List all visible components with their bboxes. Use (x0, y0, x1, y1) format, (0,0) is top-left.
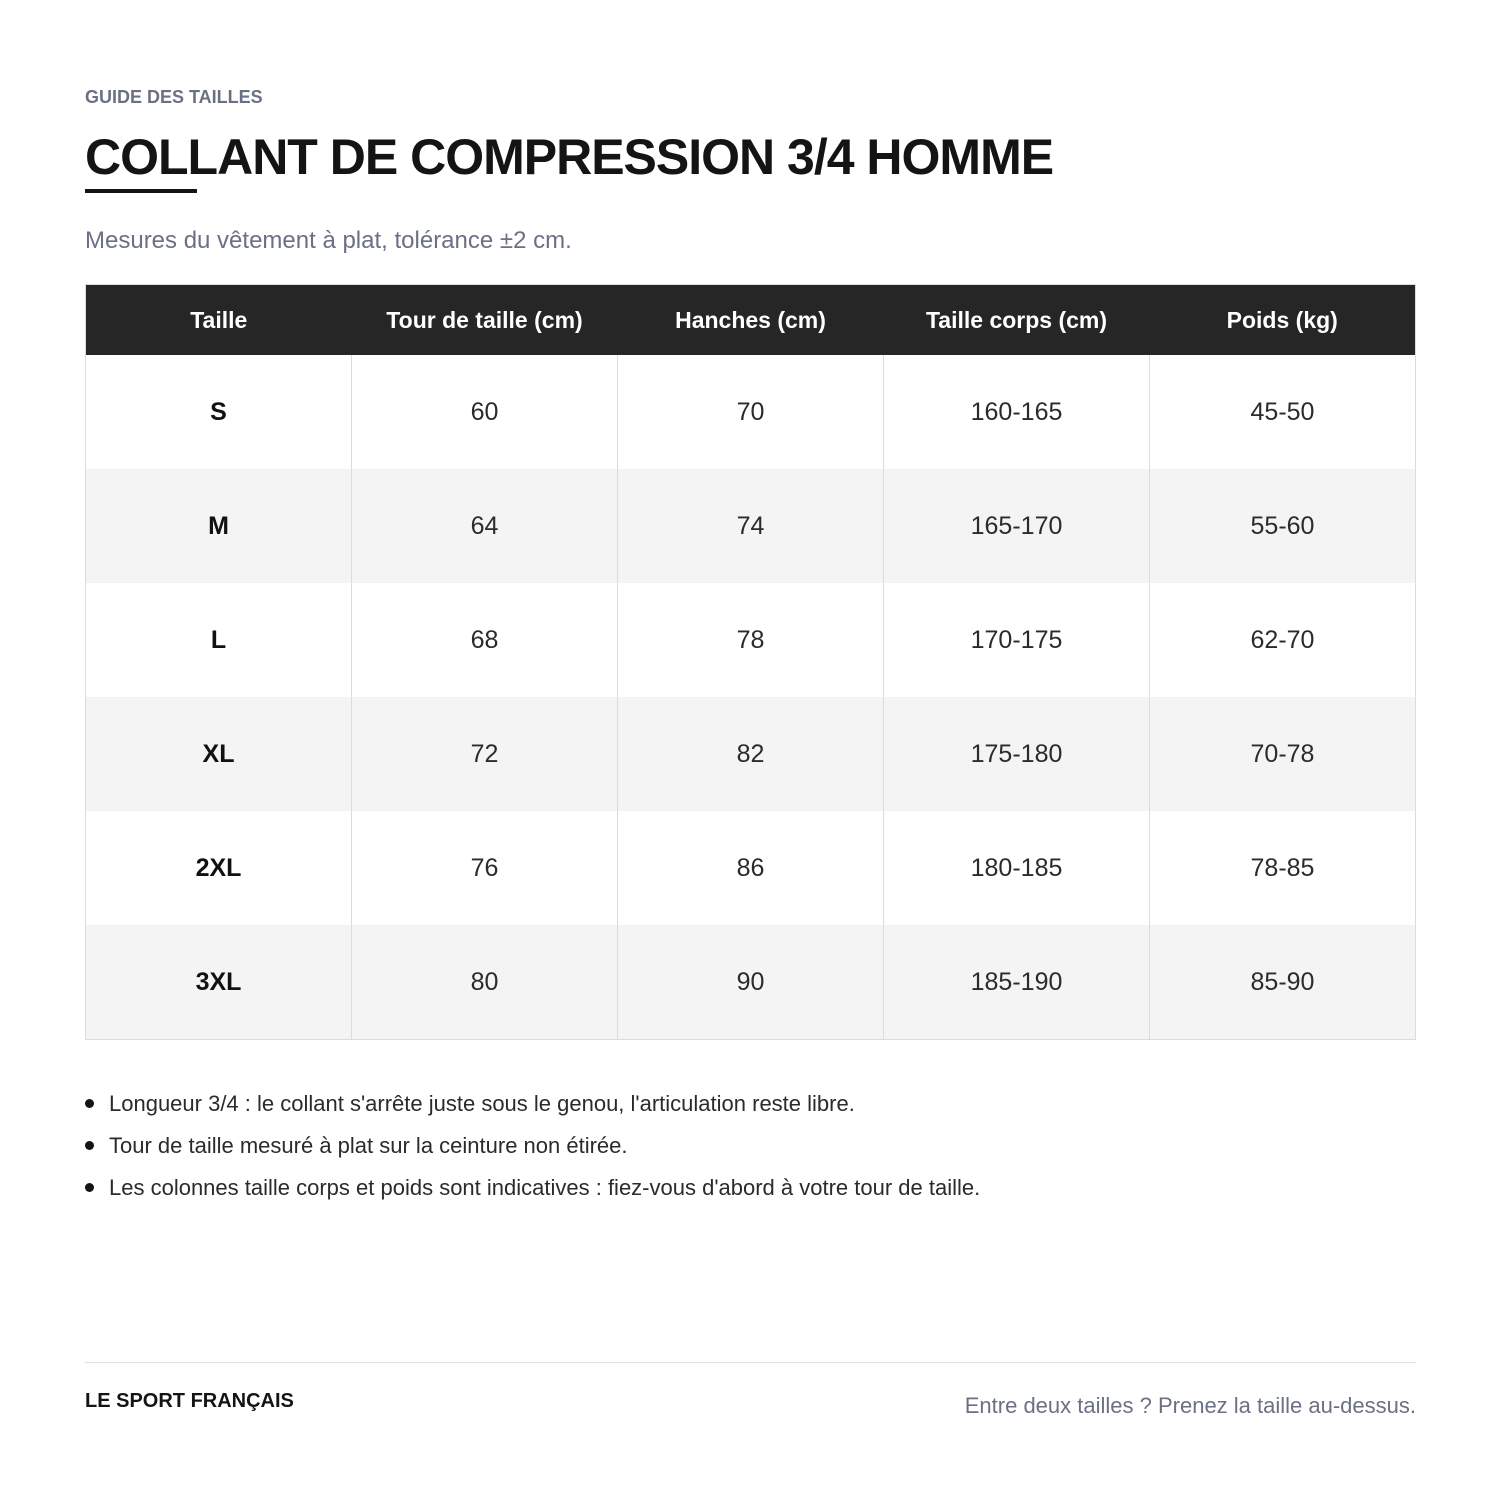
cell-waist: 68 (352, 583, 618, 697)
brand-name: LE SPORT FRANÇAIS (85, 1390, 294, 1412)
note-text: Tour de taille mesuré à plat sur la ceinture non étirée. (109, 1133, 628, 1158)
page-subtitle: Mesures du vêtement à plat, tolérance ±2 cm. (85, 227, 572, 254)
bullet-icon (85, 1183, 94, 1192)
cell-weight: 55-60 (1150, 469, 1416, 583)
table-row (86, 583, 1416, 697)
list-item (85, 1172, 980, 1214)
cell-hips: 86 (618, 811, 884, 925)
cell-height: 175-180 (884, 697, 1150, 811)
table-row (86, 811, 1416, 925)
cell-size: 2XL (86, 811, 352, 925)
cell-hips: 70 (618, 355, 884, 469)
page-title: COLLANT DE COMPRESSION 3/4 HOMME (85, 129, 1054, 185)
table-row (86, 925, 1416, 1040)
list-item (85, 1130, 980, 1172)
cell-waist: 72 (352, 697, 618, 811)
cell-height: 160-165 (884, 355, 1150, 469)
footer-tip: Entre deux tailles ? Prenez la taille au-dessus. (964, 1393, 1416, 1418)
cell-size: L (86, 583, 352, 697)
table-row (86, 355, 1416, 469)
table-row (86, 697, 1416, 811)
column-header-hips: Hanches (cm) (618, 285, 884, 356)
bullet-icon (85, 1141, 94, 1150)
title-underline (85, 189, 197, 193)
column-header-size: Taille (86, 285, 352, 356)
cell-weight: 62-70 (1150, 583, 1416, 697)
cell-weight: 70-78 (1150, 697, 1416, 811)
eyebrow-label: GUIDE DES TAILLES (85, 87, 263, 107)
column-header-height: Taille corps (cm) (884, 285, 1150, 356)
note-text: Longueur 3/4 : le collant s'arrête juste sous le genou, l'articulation reste libre. (109, 1091, 855, 1116)
cell-size: M (86, 469, 352, 583)
cell-hips: 90 (618, 925, 884, 1040)
cell-waist: 76 (352, 811, 618, 925)
cell-height: 165-170 (884, 469, 1150, 583)
cell-hips: 82 (618, 697, 884, 811)
size-table (85, 284, 1416, 1040)
cell-weight: 85-90 (1150, 925, 1416, 1040)
footer-divider (85, 1362, 1416, 1363)
column-header-weight: Poids (kg) (1150, 285, 1416, 356)
cell-waist: 60 (352, 355, 618, 469)
size-guide-page (85, 0, 1416, 1500)
cell-waist: 80 (352, 925, 618, 1040)
bullet-icon (85, 1099, 94, 1108)
cell-height: 185-190 (884, 925, 1150, 1040)
table-header-row (86, 285, 1416, 356)
column-header-waist: Tour de taille (cm) (352, 285, 618, 356)
cell-weight: 78-85 (1150, 811, 1416, 925)
notes-list (85, 1088, 980, 1214)
note-text: Les colonnes taille corps et poids sont indicatives : fiez-vous d'abord à votre tour de taille. (109, 1175, 981, 1200)
cell-size: XL (86, 697, 352, 811)
cell-waist: 64 (352, 469, 618, 583)
list-item (85, 1088, 980, 1130)
cell-hips: 74 (618, 469, 884, 583)
cell-weight: 45-50 (1150, 355, 1416, 469)
cell-size: S (86, 355, 352, 469)
table-row (86, 469, 1416, 583)
cell-size: 3XL (86, 925, 352, 1040)
cell-height: 180-185 (884, 811, 1150, 925)
cell-height: 170-175 (884, 583, 1150, 697)
cell-hips: 78 (618, 583, 884, 697)
